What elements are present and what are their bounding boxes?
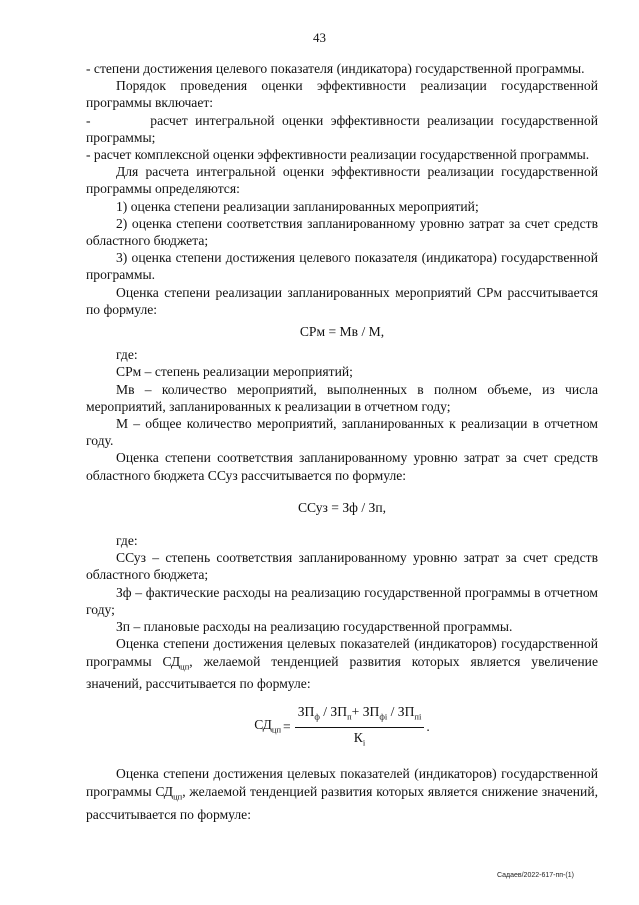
formula-srm: СРм = Мв / М, [299,324,385,340]
definition-ssuz: ССуз – степень соответствия запланированному уровню затрат за счет средств областного бюджета; [86,550,598,583]
paragraph-ssuz-intro: Оценка степени соответствия запланированному уровню затрат за счет средств областного бюджета ССуз рассчитывается по формуле: [86,450,598,483]
formula-lhs: $СД_{цп}$ [254,716,282,735]
formula-fraction [295,703,425,752]
integral-item-text: расчет интегральной оценки эффективности реализации государственной программы; [86,112,598,145]
subscript-cp: цп [173,791,183,802]
formula-denominator: $К_i$ [353,729,366,748]
paragraph-sdcp-decrease: Оценка степени достижения целевых показателей (индикаторов) государственной программы $СД_{цп}$, желаемой тенденцией развития которых является снижение значений, рассчитывается по формуле: [86,766,598,822]
definition-zf: Зф – фактические расходы на реализацию государственной программы в отчетном году; [86,584,598,617]
definition-srm: СРм – степень реализации мероприятий; [116,364,353,380]
paragraph-sdcp-increase: Оценка степени достижения целевых показателей (индикаторов) государственной программы $СД_{цп}$, желаемой тенденцией развития которых является увеличение значений, рассчитывается по формуле: [86,636,598,692]
formula-period: . [426,719,430,735]
where-label-1: где: [116,347,138,363]
subscript-cp: цп [180,661,190,672]
list-item-3: 3) оценка степени достижения целевого показателя (индикатора) государственной программы. [86,250,598,283]
formula-sdcp [86,703,598,752]
paragraph-indicator-degree: - степени достижения целевого показателя (индикатора) государственной программы. [86,61,585,76]
paragraph-complex-item: - расчет комплексной оценки эффективности реализации государственной программы. [86,147,590,163]
document-body [86,60,598,823]
where-label-2: где: [116,533,138,549]
paragraph-procedure: Порядок проведения оценки эффективности реализации государственной программы включает: [86,78,598,111]
paragraph-integral-determined: Для расчета интегральной оценки эффективности реализации государственной программы определяются: [86,164,598,197]
dash-marker: - [86,112,91,128]
paragraph-srm-intro: Оценка степени реализации запланированных мероприятий СРм рассчитывается по формуле: [86,284,598,317]
formula-equals: = [283,719,291,735]
list-item-1: 1) оценка степени реализации запланированных мероприятий; [116,198,479,214]
definition-m: М – общее количество мероприятий, запланированных к реализации в отчетном году. [86,416,598,449]
document-code: Садаев/2022-617-пп-(1) [497,872,574,879]
definition-mv: Мв – количество мероприятий, выполненных в полном объеме, из числа мероприятий, запланированных к реализации в отчетном году; [86,381,598,414]
formula-numerator: $ЗП_ф / ЗП_п+ ЗП_{фi} / ЗП_{пi}$ [295,703,425,728]
page-number: 43 [313,30,326,45]
paragraph-integral-item [86,112,598,146]
formula-ssuz: ССуз = Зф / Зп, [297,499,387,515]
list-item-2: 2) оценка степени соответствия запланированному уровню затрат за счет средств областного бюджета; [86,215,598,249]
definition-zp: Зп – плановые расходы на реализацию государственной программы. [116,619,513,635]
